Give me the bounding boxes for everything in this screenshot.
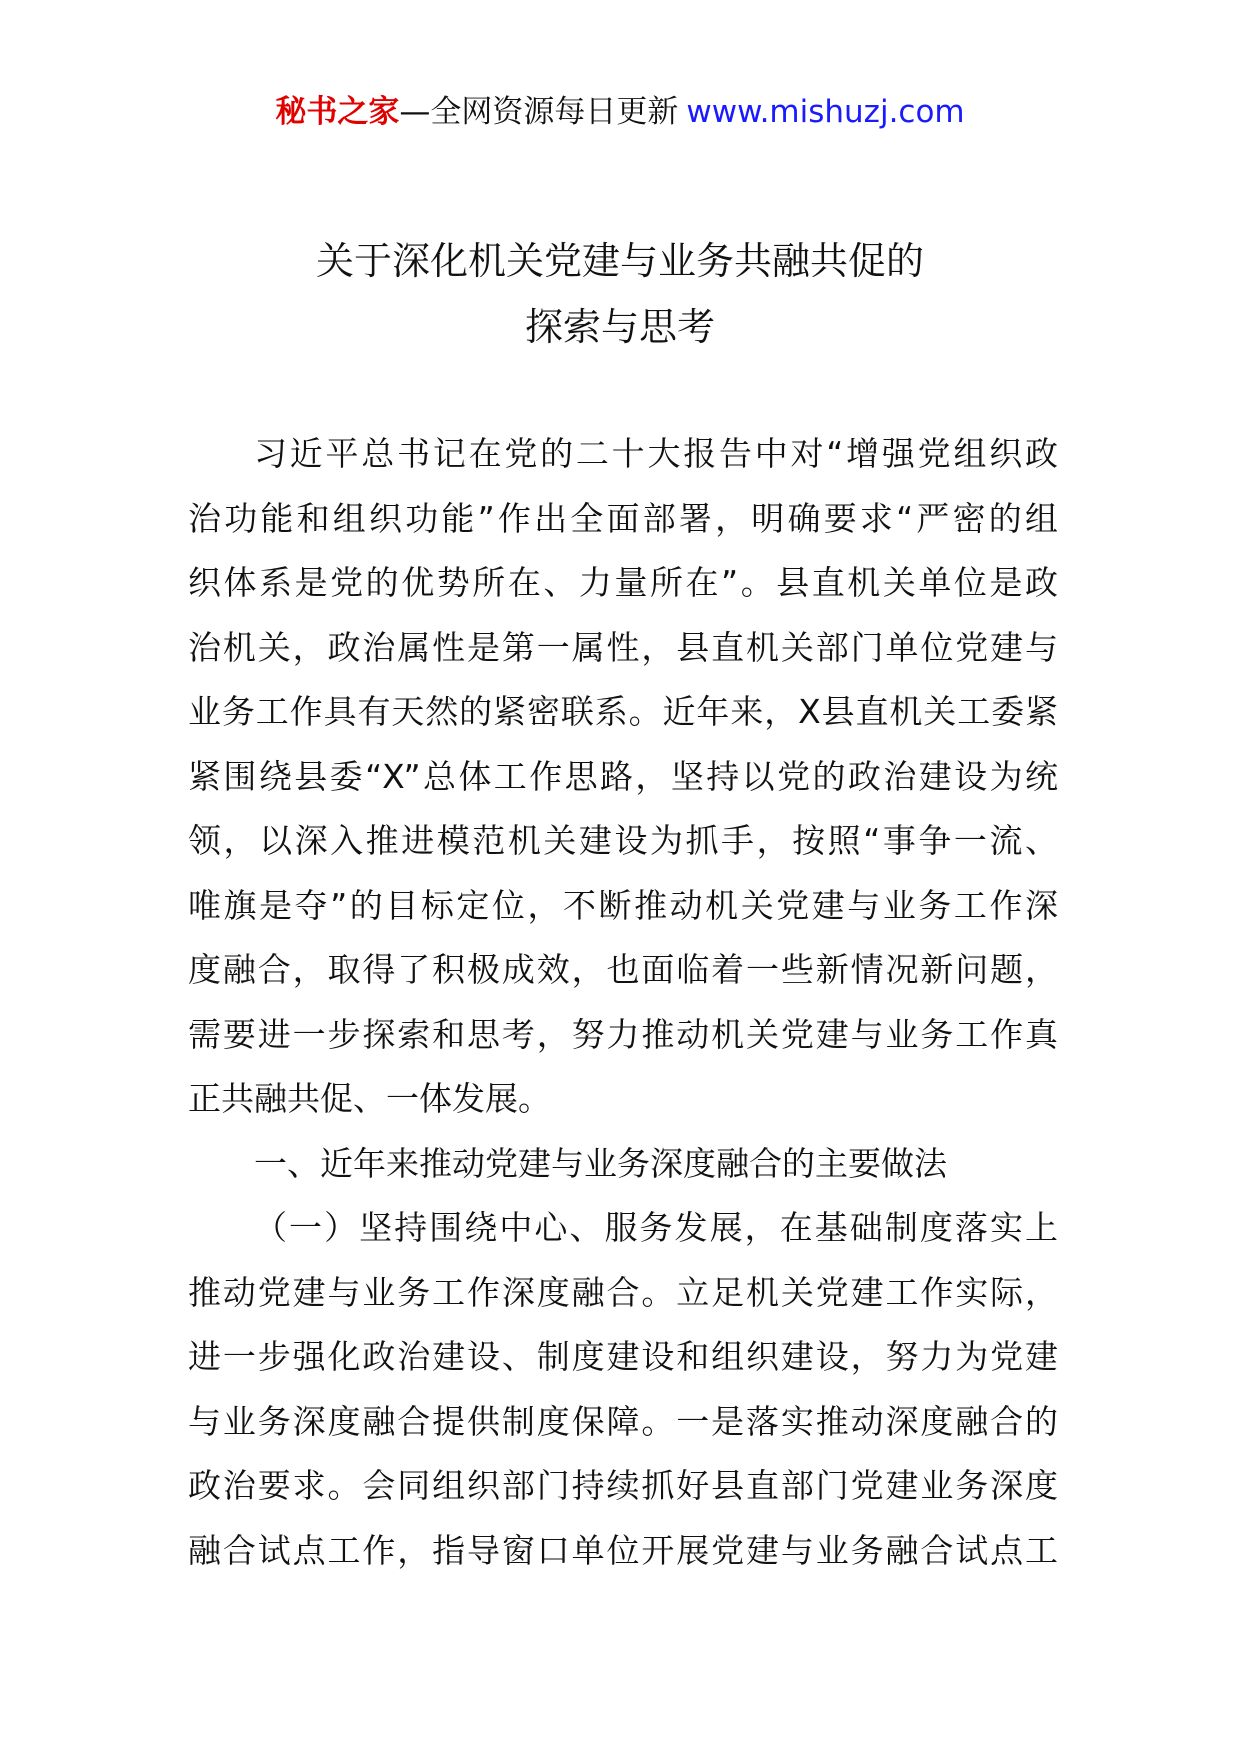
paragraph-line: 习近平总书记在党的二十大报告中对“增强党组织政 bbox=[254, 434, 1058, 473]
section-heading: 一、近年来推动党建与业务深度融合的主要做法 bbox=[254, 1143, 947, 1183]
paragraph-line: 织体系是党的优势所在、力量所在”。县直机关单位是政 bbox=[188, 563, 1058, 602]
site-header bbox=[0, 92, 1240, 132]
paragraph-line: 融合试点工作，指导窗口单位开展党建与业务融合试点工 bbox=[188, 1530, 1058, 1570]
header-tagline: —全网资源每日更新 bbox=[399, 94, 679, 130]
paragraph-line: 紧围绕县委“X”总体工作思路，坚持以党的政治建设为统 bbox=[188, 756, 1058, 796]
document-title bbox=[0, 228, 1240, 360]
brand-name: 秘书之家 bbox=[275, 94, 400, 130]
paragraph-line: 治功能和组织功能”作出全面部署，明确要求“严密的组 bbox=[188, 498, 1058, 538]
paragraph-line: 正共融共促、一体发展。 bbox=[188, 1079, 551, 1118]
paragraph-line: 度融合，取得了积极成效，也面临着一些新情况新问题， bbox=[188, 950, 1058, 989]
title-line-1: 关于深化机关党建与业务共融共促的 bbox=[315, 239, 924, 283]
paragraph-line: 推动党建与业务工作深度融合。立足机关党建工作实际， bbox=[188, 1272, 1058, 1312]
paragraph-line: 治机关，政治属性是第一属性，县直机关部门单位党建与 bbox=[188, 627, 1058, 667]
paragraph-line: 进一步强化政治建设、制度建设和组织建设，努力为党建 bbox=[188, 1337, 1058, 1376]
site-url-link[interactable]: www.mishuzj.com bbox=[686, 94, 965, 130]
paragraph-line: 领，以深入推进模范机关建设为抓手，按照“事争一流、 bbox=[188, 821, 1058, 860]
section-paragraph bbox=[188, 1196, 1058, 1583]
paragraph-line: 政治要求。会同组织部门持续抓好县直部门党建业务深度 bbox=[188, 1466, 1058, 1505]
paragraph-line: 唯旗是夺”的目标定位，不断推动机关党建与业务工作深 bbox=[188, 885, 1058, 925]
document-body bbox=[188, 422, 1058, 1583]
intro-paragraph bbox=[188, 422, 1058, 1132]
paragraph-line: 与业务深度融合提供制度保障。一是落实推动深度融合的 bbox=[188, 1401, 1058, 1441]
paragraph-line: （一）坚持围绕中心、服务发展，在基础制度落实上 bbox=[254, 1208, 1058, 1247]
title-line-2: 探索与思考 bbox=[524, 305, 715, 349]
paragraph-line: 需要进一步探索和思考，努力推动机关党建与业务工作真 bbox=[188, 1014, 1058, 1054]
paragraph-line: 业务工作具有天然的紧密联系。近年来，X县直机关工委紧 bbox=[188, 692, 1058, 731]
